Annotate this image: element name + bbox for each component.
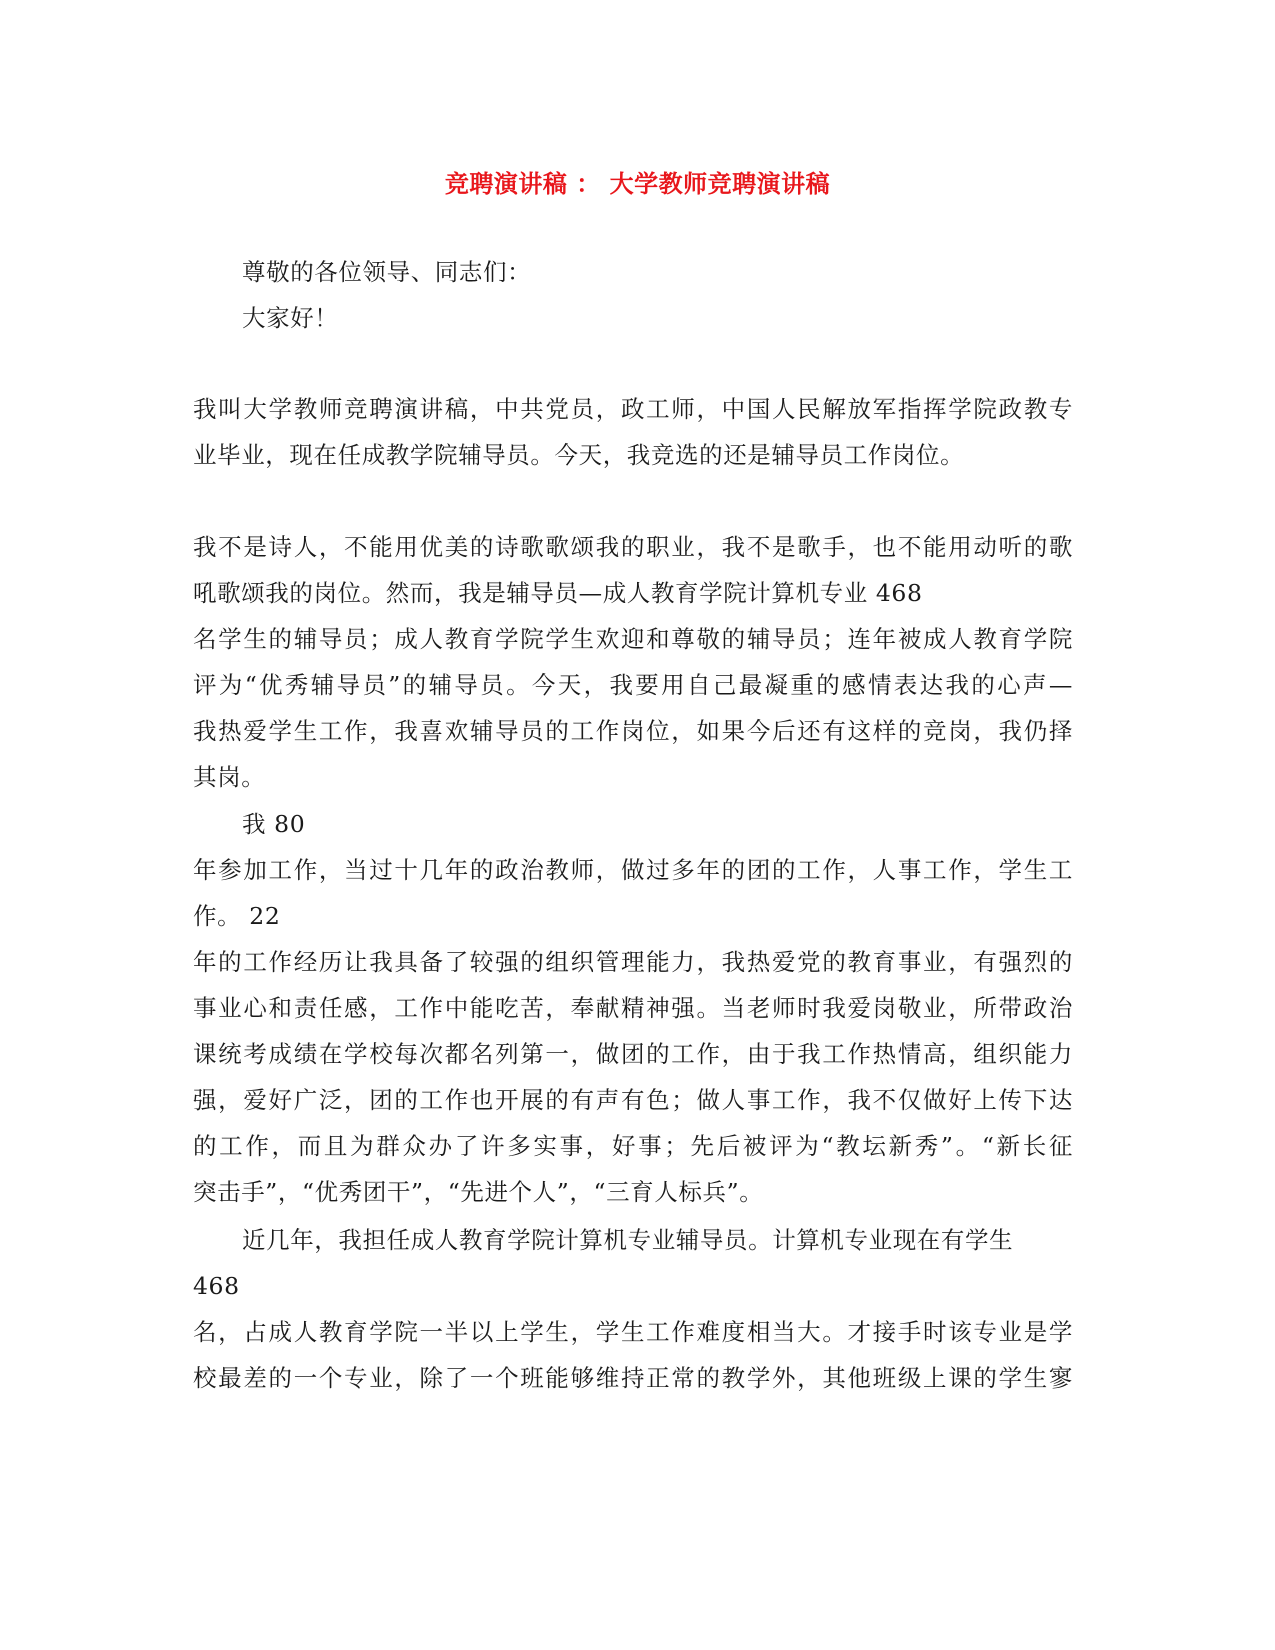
paragraph-line: 强，爱好广泛，团的工作也开展的有声有色；做人事工作，我不仅做好上传下达 [193, 1086, 1073, 1114]
paragraph-line: 年的工作经历让我具备了较强的组织管理能力，我热爱党的教育事业，有强烈的 [193, 948, 1073, 976]
paragraph-line: 年参加工作，当过十几年的政治教师，做过多年的团的工作，人事工作，学生工 [193, 856, 1073, 884]
paragraph-line: 名学生的辅导员；成人教育学院学生欢迎和尊敬的辅导员；连年被成人教育学院 [193, 625, 1073, 653]
paragraph-line: 突击手”，“优秀团干”，“先进个人”，“三育人标兵”。 [193, 1178, 764, 1206]
paragraph-line: 事业心和责任感，工作中能吃苦，奉献精神强。当老师时我爱岗敬业，所带政治 [193, 994, 1073, 1022]
paragraph-line: 校最差的一个专业，除了一个班能够维持正常的教学外，其他班级上课的学生寥 [193, 1364, 1073, 1392]
document-title: 竞聘演讲稿 ： 大学教师竞聘演讲稿 [444, 169, 831, 198]
paragraph-line: 468 [193, 1272, 240, 1300]
salutation-line: 尊敬的各位领导、同志们： [242, 258, 532, 286]
paragraph-line: 其岗。 [193, 763, 266, 791]
paragraph-line: 名，占成人教育学院一半以上学生，学生工作难度相当大。才接手时该专业是学 [193, 1318, 1073, 1346]
paragraph-line: 评为“优秀辅导员”的辅导员。今天，我要用自己最凝重的感情表达我的心声— [193, 671, 1073, 699]
paragraph-line: 我不是诗人，不能用优美的诗歌歌颂我的职业，我不是歌手，也不能用动听的歌 [193, 533, 1073, 561]
paragraph-line: 课统考成绩在学校每次都名列第一，做团的工作，由于我工作热情高，组织能力 [193, 1040, 1073, 1068]
paragraph-line: 我 80 [242, 810, 306, 838]
greeting-line: 大家好！ [242, 304, 339, 332]
paragraph-line: 我叫大学教师竞聘演讲稿，中共党员，政工师，中国人民解放军指挥学院政教专 [193, 395, 1073, 423]
paragraph-line: 业毕业，现在任成教学院辅导员。今天，我竞选的还是辅导员工作岗位。 [193, 441, 965, 469]
paragraph-line: 我热爱学生工作，我喜欢辅导员的工作岗位，如果今后还有这样的竞岗，我仍择 [193, 717, 1073, 745]
paragraph-line: 的工作，而且为群众办了许多实事，好事；先后被评为“教坛新秀”。“新长征 [193, 1132, 1073, 1160]
paragraph-line: 作。 22 [193, 902, 281, 930]
paragraph-line: 吼歌颂我的岗位。然而，我是辅导员—成人教育学院计算机专业 468 [193, 579, 923, 607]
paragraph-line: 近几年，我担任成人教育学院计算机专业辅导员。计算机专业现在有学生 [242, 1226, 1014, 1254]
